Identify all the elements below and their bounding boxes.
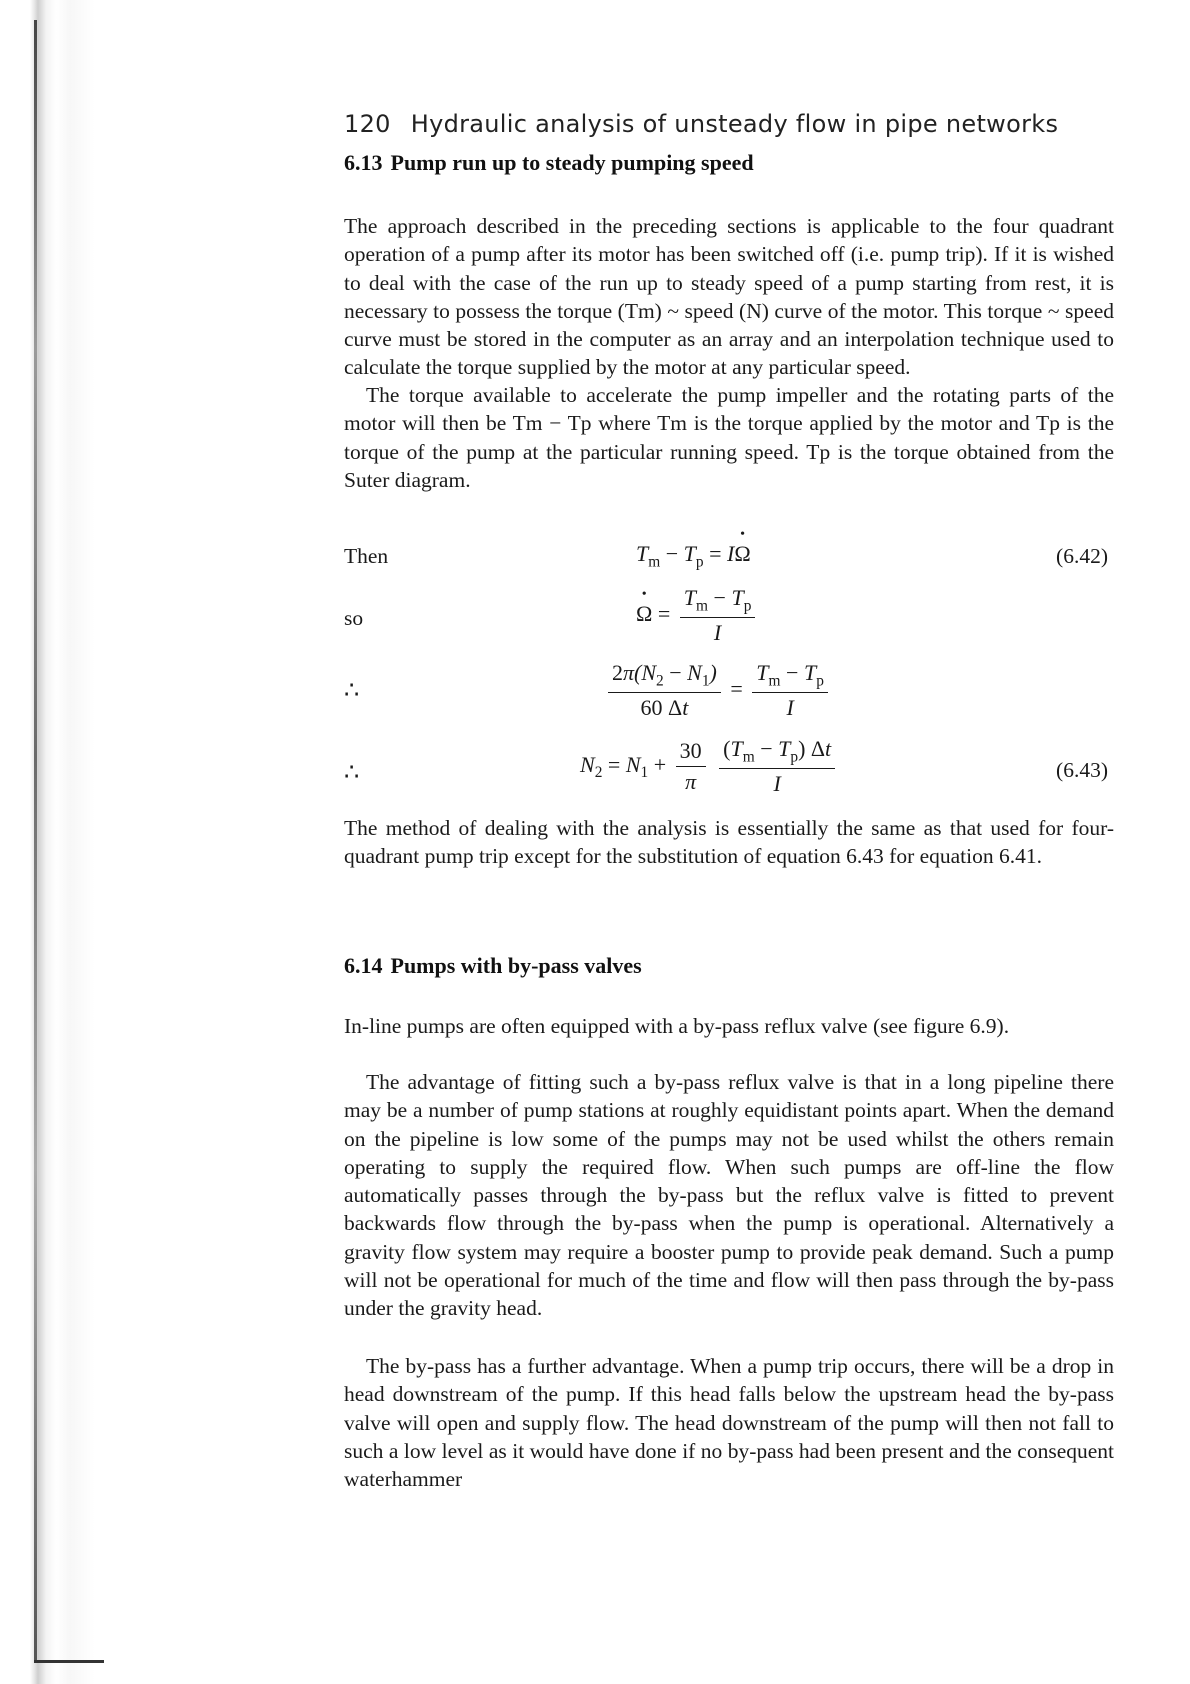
- book-binding-shadow: [0, 0, 95, 1684]
- paragraph-6-14-advantage: The advantage of fitting such a by-pass reflux valve is that in a long pipeline there may be a number of pump stations at roughly equidistant points apart. When the demand on the pipeline is low some of the pumps may not be used whilst the others remain operating to supply the required flow. When such pumps are off-line the flow automatically passes through the by-pass but the reflux valve is fitted to prevent backwards flow through the by-pass when the pump is operational. Alternatively a gravity flow system may require a booster pump to provide peak demand. Such a pump will not be operational for much of the time and flow will then pass through the by-pass under the gravity head.: [344, 1070, 1114, 1321]
- page-header: [344, 110, 1058, 138]
- paragraph-6-14-further-advantage: The by-pass has a further advantage. When a pump trip occurs, there will be a drop in head downstream of the pump. If this head falls below the upstream head the by-pass valve will open and supply flow. The head downstream of the pump will then not fall to such a low level as it would have done if no by-pass had been present and the consequent waterhammer: [344, 1354, 1114, 1492]
- equation-number-6-43: (6.43): [1056, 758, 1108, 782]
- running-title: Hydraulic analysis of unsteady flow in pipe networks: [410, 110, 1059, 138]
- section-number: 6.14: [344, 953, 383, 978]
- paragraph-6-13-method: The method of dealing with the analysis is essentially the same as that used for four-quadrant pump trip except for the substitution of equation 6.43 for equation 6.41.: [344, 816, 1114, 869]
- equation-label-so: so: [344, 606, 364, 630]
- equation-label-then: Then: [344, 544, 389, 568]
- section-title: Pump run up to steady pumping speed: [390, 150, 754, 175]
- paragraph-6-13-torque: The torque available to accelerate the pump impeller and the rotating parts of the motor will then be Tm − Tp where Tm is the torque applied by the motor and Tp is the torque of the pump at the particular running speed. Tp is the torque obtained from the Suter diagram.: [344, 383, 1114, 492]
- equation-omega-dot: Ω • = $\frac{T_m - T_p}{I}$: [636, 585, 759, 646]
- equation-label-therefore-1: ∴: [344, 678, 360, 704]
- equation-speed-difference: $\frac{2\pi(N_2 - N_1)}{60 \Delta t}$ = $\frac{T_m - T_p}{I}$: [604, 660, 832, 721]
- binding-corner-mark: [34, 1660, 104, 1663]
- section-heading-6-14: [344, 953, 642, 979]
- equation-6-43: $N_2 = N_1$ + $\frac{30}{\pi}$ $\frac{(T_m - T_p) \Delta t}{I}$: [580, 736, 839, 797]
- paragraph-6-13-intro: The approach described in the preceding sections is applicable to the four quadrant operation of a pump after its motor has been switched off (i.e. pump trip). If it is wished to deal with the case of the run up to steady speed of a pump starting from rest, it is necessary to possess the torque (Tm) ~ speed (N) curve of the motor. This torque ~ speed curve must be stored in the computer as an array and an interpolation technique used to calculate the torque supplied by the motor at any particular speed.: [344, 214, 1114, 380]
- equation-label-therefore-2: ∴: [344, 760, 360, 786]
- page-number: 120: [344, 110, 391, 138]
- equation-6-42: $T_m - T_p = I\Omega$ •: [636, 541, 751, 571]
- section-heading-6-13: [344, 150, 754, 176]
- equation-number-6-42: (6.42): [1056, 544, 1108, 568]
- paragraph-6-14-intro: In-line pumps are often equipped with a by-pass reflux valve (see figure 6.9).: [344, 1014, 1010, 1038]
- section-number: 6.13: [344, 150, 383, 175]
- section-title: Pumps with by-pass valves: [390, 953, 642, 978]
- binding-edge-line: [34, 20, 37, 1660]
